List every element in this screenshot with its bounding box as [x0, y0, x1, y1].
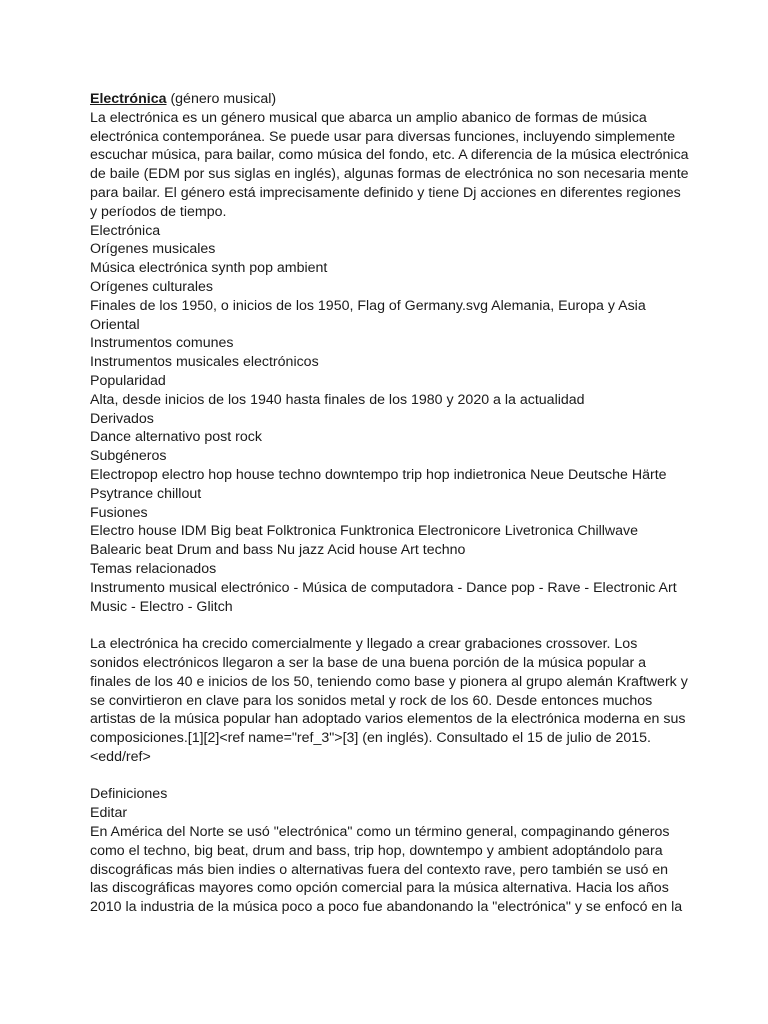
derivados-value: Dance alternativo post rock [90, 429, 262, 446]
blank-line [90, 616, 690, 635]
popularidad-label: Popularidad [90, 372, 166, 389]
title-qualifier: (género musical) [166, 91, 277, 107]
definiciones-heading: Definiciones [90, 786, 168, 803]
document-body [90, 90, 690, 917]
derivados-label: Derivados [90, 410, 154, 427]
origenes-culturales-label: Orígenes culturales [90, 278, 214, 295]
infobox-name: Electrónica [90, 222, 161, 239]
origenes-musicales-label: Orígenes musicales [90, 241, 216, 258]
blank-line [90, 767, 690, 786]
title-line [90, 90, 690, 109]
popularidad-value: Alta, desde inicios de los 1940 hasta finales de los 1980 y 2020 a la actualidad [90, 391, 585, 408]
intro-paragraph: La electrónica es un género musical que abarca un amplio abanico de formas de música electrónica contemporánea. Se puede usar para diversas funciones, incluyendo simplemente escuchar música, para bailar, como música del fondo, etc. A diferencia de la música electrónica de baile (EDM por sus siglas en inglés), algunas formas de electrónica no son necesaria mente para bailar. El género está imprecisamente definido y tiene Dj acciones en diferentes regiones y períodos de tiempo. [90, 109, 689, 220]
edit-link[interactable]: Editar [90, 805, 128, 822]
subgeneros-value: Electropop electro hop house techno downtempo trip hop indietronica Neue Deutsche Härte Psytrance chillout [90, 466, 667, 502]
origenes-culturales-value: Finales de los 1950, o inicios de los 1950, Flag of Germany.svg Alemania, Europa y Asia Oriental [90, 297, 646, 333]
commercial-paragraph: La electrónica ha crecido comercialmente y llegado a crear grabaciones crossover. Los sonidos electrónicos llegaron a ser la base de una buena porción de la música popular a finales de los 40 e inicios de los 50, teniendo como base y pionera al grupo alemán Kraftwerk y se convirtieron en clave para los sonidos metal y rock de los 60. Desde entonces muchos artistas de la música popular han adoptado varios elementos de la electrónica moderna en sus composiciones.[1][2]<ref name="ref_3">[3] (en inglés). Consultado el 15 de julio de 2015.<edd/ref> [90, 636, 688, 765]
subgeneros-label: Subgéneros [90, 448, 167, 465]
fusiones-label: Fusiones [90, 504, 148, 521]
fusiones-value: Electro house IDM Big beat Folktronica Funktronica Electronicore Livetronica Chillwave Balearic beat Drum and bass Nu jazz Acid house Art techno [90, 523, 639, 559]
title-word: Electrónica [90, 91, 167, 107]
instrumentos-value: Instrumentos musicales electrónicos [90, 354, 319, 371]
temas-label: Temas relacionados [90, 560, 217, 577]
instrumentos-label: Instrumentos comunes [90, 335, 234, 352]
definiciones-paragraph: En América del Norte se usó "electrónica" como un término general, compaginando géneros como el techno, big beat, drum and bass, trip hop, downtempo y ambient adoptándolo para discográficas más bien indies o alternativas fuera del contexto rave, pero también se usó en las discográficas mayores como opción comercial para la música alternativa. Hacia los años 2010 la industria de la música poco a poco fue abandonando la "electrónica" y se enfocó en la [90, 824, 683, 916]
temas-value: Instrumento musical electrónico - Música de computadora - Dance pop - Rave - Electronic Art Music - Electro - Glitch [90, 579, 677, 615]
origenes-musicales-value: Música electrónica synth pop ambient [90, 260, 328, 277]
